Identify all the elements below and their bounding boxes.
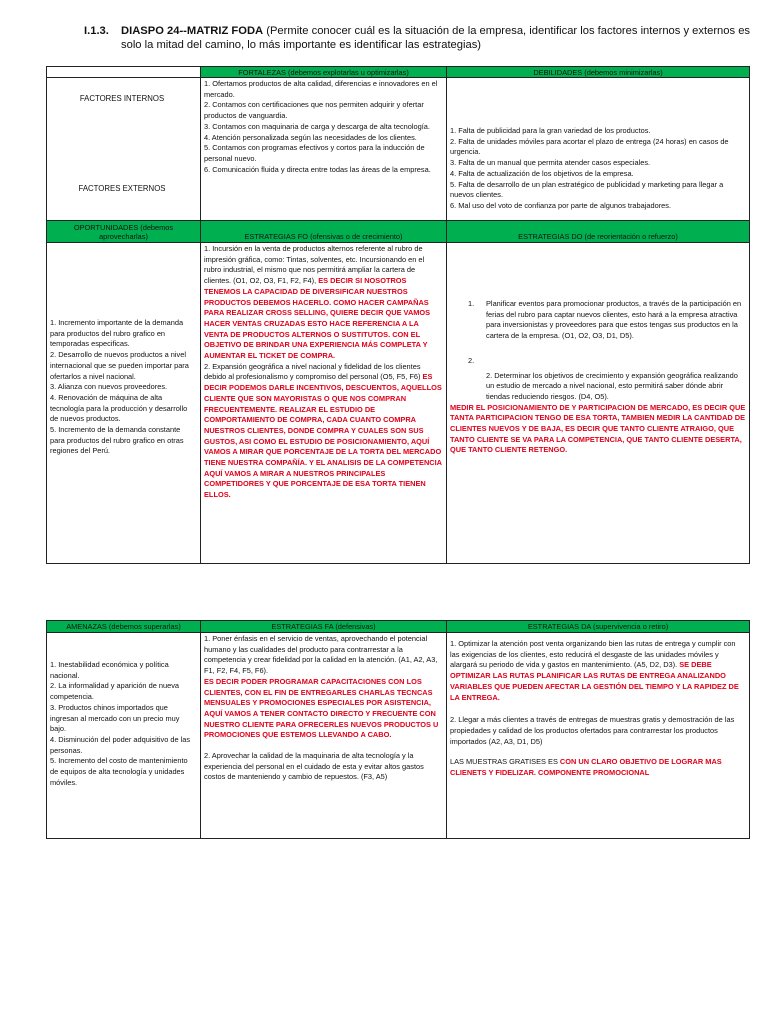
foda-matrix-table-1 <box>46 66 750 564</box>
da-strategy-1-text: 1. Optimizar la atención post venta organizando bien las rutas de entrega y cumplir con las exigencias de los clientes, esto reducirá el desgaste de las unidades móviles y alargará su periodo de vida y gastos en mantenimiento. (A5, D2, D3). <box>450 639 736 670</box>
da-strategy-2-text: 2. Llegar a más clientes a través de entregas de muestras gratis y demostración de las propiedades y calidad de los productos ofertados para contrarrestar los productos importados (A2, A3, D1, D5) <box>450 715 735 746</box>
fortaleza-item: 1. Ofertamos productos de alta calidad, diferencias e innovadores en el mercado. <box>204 79 438 99</box>
oportunidad-item: 4. Renovación de máquina de alta tecnología para la producción y desarrollo de nuevos productos. <box>50 392 188 424</box>
debilidad-item: 5. Falta de desarrollo de un plan estratégico de publicidad y marketing para llegar a nuevos clientes. <box>450 179 724 200</box>
foda-matrix-table-2 <box>46 620 750 839</box>
amenaza-item: 1. Inestabilidad económica y política nacional. <box>50 660 169 680</box>
fortaleza-item: 4. Atención personalizada según las necesidades de los clientes. <box>204 132 417 142</box>
da-strategy-1 <box>450 639 746 703</box>
fortaleza-item: 5. Contamos con programas efectivos y cortos para la inducción de personal nuevo. <box>204 143 425 163</box>
amenaza-item: 3. Productos chinos importados que ingresan al mercado con un precio muy bajo. <box>50 702 180 734</box>
estrategias-do-cell <box>447 243 750 564</box>
fo-strategy-1-note: ES DECIR SI NOSOTROS TENEMOS LA CAPACIDAD DE DIVERSIFICAR NUESTROS PRODUCTOS DEBEMOS HACERLO. COMO HACER CAMPAÑAS PARA REALIZAR CROSS SELLING, QUIERE DECIR QUE VAMOS HACER VENTAS CRUZADAS ESTO HACE REFERENCIA A LA VENTA DE PRODUCTOS ALTERNOS O SUSTITUTOS. CON EL OBJETIVO DE BRINDAR UNA EXPERIENCIA MÁS COMPLETA Y AUMENTAR EL TICKET DE COMPRA. <box>204 276 431 361</box>
section-title: DIASPO 24--MATRIZ FODA <box>121 25 264 37</box>
fo-strategy-1 <box>204 244 443 362</box>
fo-strategy-1-text: 1. Incursión en la venta de productos alternos referente al rubro de impresión gráfica, como: Tintas, solventes, etc. Incursionando en el rubro industrial, el mismo que nos permitirá ampliar la cartera de clientes. (O1, O2, O3, F1, F2, F4), <box>204 244 425 286</box>
da-strategy-3-text: LAS MUESTRAS GRATISES ES <box>450 757 558 767</box>
fo-strategy-2-text: 2. Expansión geográfica a nivel nacional y fidelidad de los clientes debido al profesionalismo y compromiso del personal (O5, F5, F6) <box>204 361 421 382</box>
oportunidad-item: 5. Incremento de la demanda constante para productos del rubro grafico en otras regiones del Perú. <box>50 425 184 456</box>
section-number: I.1.3. <box>84 25 109 37</box>
estrategias-do-header: ESTRATEGIAS DO (de reorientación o refuerzo) <box>447 221 750 243</box>
estrategias-da-header: ESTRATEGIAS DA (supervivencia o retiro) <box>447 621 750 633</box>
estrategias-fa-cell <box>201 633 447 839</box>
factores-internos-label: FACTORES INTERNOS <box>79 94 165 103</box>
fa-strategy-1-note: ES DECIR PODER PROGRAMAR CAPACITACIONES CON LOS CLIENTES, CON EL FIN DE ENTREGARLES CHARLAS TECNCAS MENSUALES Y PROMOCIONES ESPECIALES POR ASISTENCIA, AQUÍ VAMOS A TENER CONTACTO DIRECTO Y FRECUENTE CON NUESTRO CLIENTE PARA OFRECERLES NUEVOS PRODUCTOS U PROMOCIONES QUE ESTEMOS LLEVANDO A CABO. <box>204 676 439 740</box>
oportunidad-item: 2. Desarrollo de nuevos productos a nivel internacional que se pueden importar para ofertarlos a nivel nacional. <box>50 350 189 381</box>
fo-strategy-2 <box>204 362 443 501</box>
estrategias-fo-cell <box>201 243 447 564</box>
factores-cell <box>47 78 201 221</box>
debilidad-item: 1. Falta de publicidad para la gran variedad de los productos. <box>450 126 651 135</box>
amenaza-item: 2. La informalidad y aparición de nueva competencia. <box>50 681 180 702</box>
fortaleza-item: 6. Comunicación fluida y directa entre todas las áreas de la empresa. <box>204 164 431 174</box>
oportunidad-item: 3. Alianza con nuevos proveedores. <box>50 382 168 392</box>
debilidad-item: 2. Falta de unidades móviles para acortar el plazo de entrega (24 horas) en casos de urgencia. <box>450 136 729 157</box>
do-strategy-note: MEDIR EL POSICIONAMIENTO DE Y PARTICIPACION DE MERCADO, ES DECIR QUE TANTA PARTICIPACION TENGO DE ESA TORTA, TAMBIEN MEDIR LA CANTIDAD DE CLIENTES NUEVOS Y DE BAJA, ES DECIR QUE TANTO CLIENTE ATRAIGO, QUE TANTO CLIENTE SE VA PARA LA COMPETENCIA, QUE TANTO CLIENTE DESERTA, QUE TANTO CLIENTE RETENGO. <box>450 402 746 455</box>
fa-strategy-1-text: 1. Poner énfasis en el servicio de ventas, aprovechando el potencial humano y las cualidades del producto para contrarrestar a la competencia y crear fidelidad por la calidad en la atención. (A1, A2, A3, F1, F2, F4, F5, F6). <box>204 634 438 676</box>
section-description: (Permite conocer cuál es la situación de la empresa, identificar los factores internos y externos es solo la mitad del camino, lo más importante es identificar las estrategias) <box>121 25 751 51</box>
debilidad-item: 4. Falta de actualización de los objetivos de la empresa. <box>450 168 634 178</box>
amenaza-item: 5. Incremento del costo de mantenimiento de equipos de alta tecnología y unidades móviles. <box>50 756 188 787</box>
debilidades-cell <box>447 78 750 221</box>
do-strategy-2-number: 2. <box>468 355 475 365</box>
fortalezas-header: FORTALEZAS (debemos explotarlas u optimizarlas) <box>201 67 447 78</box>
estrategias-fa-header: ESTRATEGIAS FA (defensivas) <box>201 621 447 633</box>
factores-externos-label: FACTORES EXTERNOS <box>78 184 166 193</box>
amenazas-cell <box>47 633 201 839</box>
section-heading <box>121 24 752 52</box>
da-strategy-1-note: SE DEBE OPTIMIZAR LAS RUTAS PLANIFICAR LAS RUTAS DE ENTREGA ANALIZANDO VARIABLES QUE PUEDEN AFECTAR LA GESTIÓN DEL TIEMPO Y LA RAPIDEZ DE LA ENTREGA. <box>450 660 739 702</box>
oportunidades-header: OPORTUNIDADES (debemos aprovecharlas) <box>47 221 201 243</box>
fortalezas-cell <box>201 78 447 221</box>
do-strategy-1-number: 1. <box>468 299 475 308</box>
debilidad-item: 3. Falta de un manual que permita atender casos especiales. <box>450 158 651 168</box>
fortaleza-item: 3. Contamos con maquinaria de carga y descarga de alta tecnología. <box>204 121 430 131</box>
amenaza-item: 4. Disminución del poder adquisitivo de las personas. <box>50 734 191 755</box>
empty-corner-cell <box>47 67 201 78</box>
fa-strategy-2-text: 2. Aprovechar la calidad de la maquinaria de alta tecnología y la experiencia del personal en el cuidado de esta y evitar altos gastos costos de manteniendo y cambio de repuestos. (F3, A5) <box>204 751 424 782</box>
do-strategy-1 <box>450 299 746 342</box>
do-strategy-1-text: Planificar eventos para promocionar productos, a través de la participación en ferias del rubro para captar nuevos clientes, esto hará a la empresa atractiva para inversionistas y proveedores para que estos tengas sus productos en la cartera de la empresa. (O1, O2, O3, D1, D5). <box>486 299 742 341</box>
fo-strategy-2-note: ES DECIR PODEMOS DARLE INCENTIVOS, DESCUENTOS, AQUELLOS CLIENTE QUE SON MAYORISTAS O QUE NOS COMPRAN FRECUENTEMENTE. REALIZAR EL ESTUDIO DE COMPORTAMIENTO DE COMPRA, CADA CUANTO COMPRA NUESTROS CLIENTES, DONDE COMPRA Y CUALES SON SUS GUSTOS, ASI COMO EL ESTUDIO DE POSICIONAMIENTO, AQUÍ VAMOS A MIRAR QUE PORCENTAJE DE LA TORTA DEL MERCADO TIENE NUESTRA COMPAÑÍA. Y EL ANALISIS DE LA COMPETENCIA AQUÍ VAMOS A MIRAR A NUESTROS PRINCIPALES COMPETIDORES Y QUE PORCENTAJE DE ESA TORTA TIENEN ELLOS. <box>204 372 442 500</box>
estrategias-da-cell <box>447 633 750 839</box>
fortaleza-item: 2. Contamos con certificaciones que nos permiten adquirir y ofertar productos de vanguardia. <box>204 100 424 121</box>
oportunidades-cell <box>47 243 201 564</box>
do-strategy-2-text: 2. Determinar los objetivos de crecimiento y expansión geográfica realizando un estudio de mercado a nivel nacional, esto permitirá saber dónde abrir tiendas reduciendo riesgos. (D4, O5). <box>486 370 738 401</box>
da-strategy-3 <box>450 757 746 778</box>
debilidades-header: DEBILIDADES (debemos minimizarlas) <box>447 67 750 78</box>
debilidad-item: 6. Mal uso del voto de confianza por parte de algunos trabajadores. <box>450 200 672 210</box>
estrategias-fo-header: ESTRATEGIAS FO (ofensivas o de crecimiento) <box>201 221 447 243</box>
da-strategy-3-note: CON UN CLARO OBJETIVO DE LOGRAR MAS CLIENETS Y FIDELIZAR. COMPONENTE PROMOCIONAL <box>450 757 722 778</box>
oportunidad-item: 1. Incremento importante de la demanda para productos del rubro grafico en temporadas especificas. <box>50 318 184 349</box>
amenazas-header: AMENAZAS (debemos superarlas) <box>47 621 201 633</box>
document-header <box>84 24 752 52</box>
